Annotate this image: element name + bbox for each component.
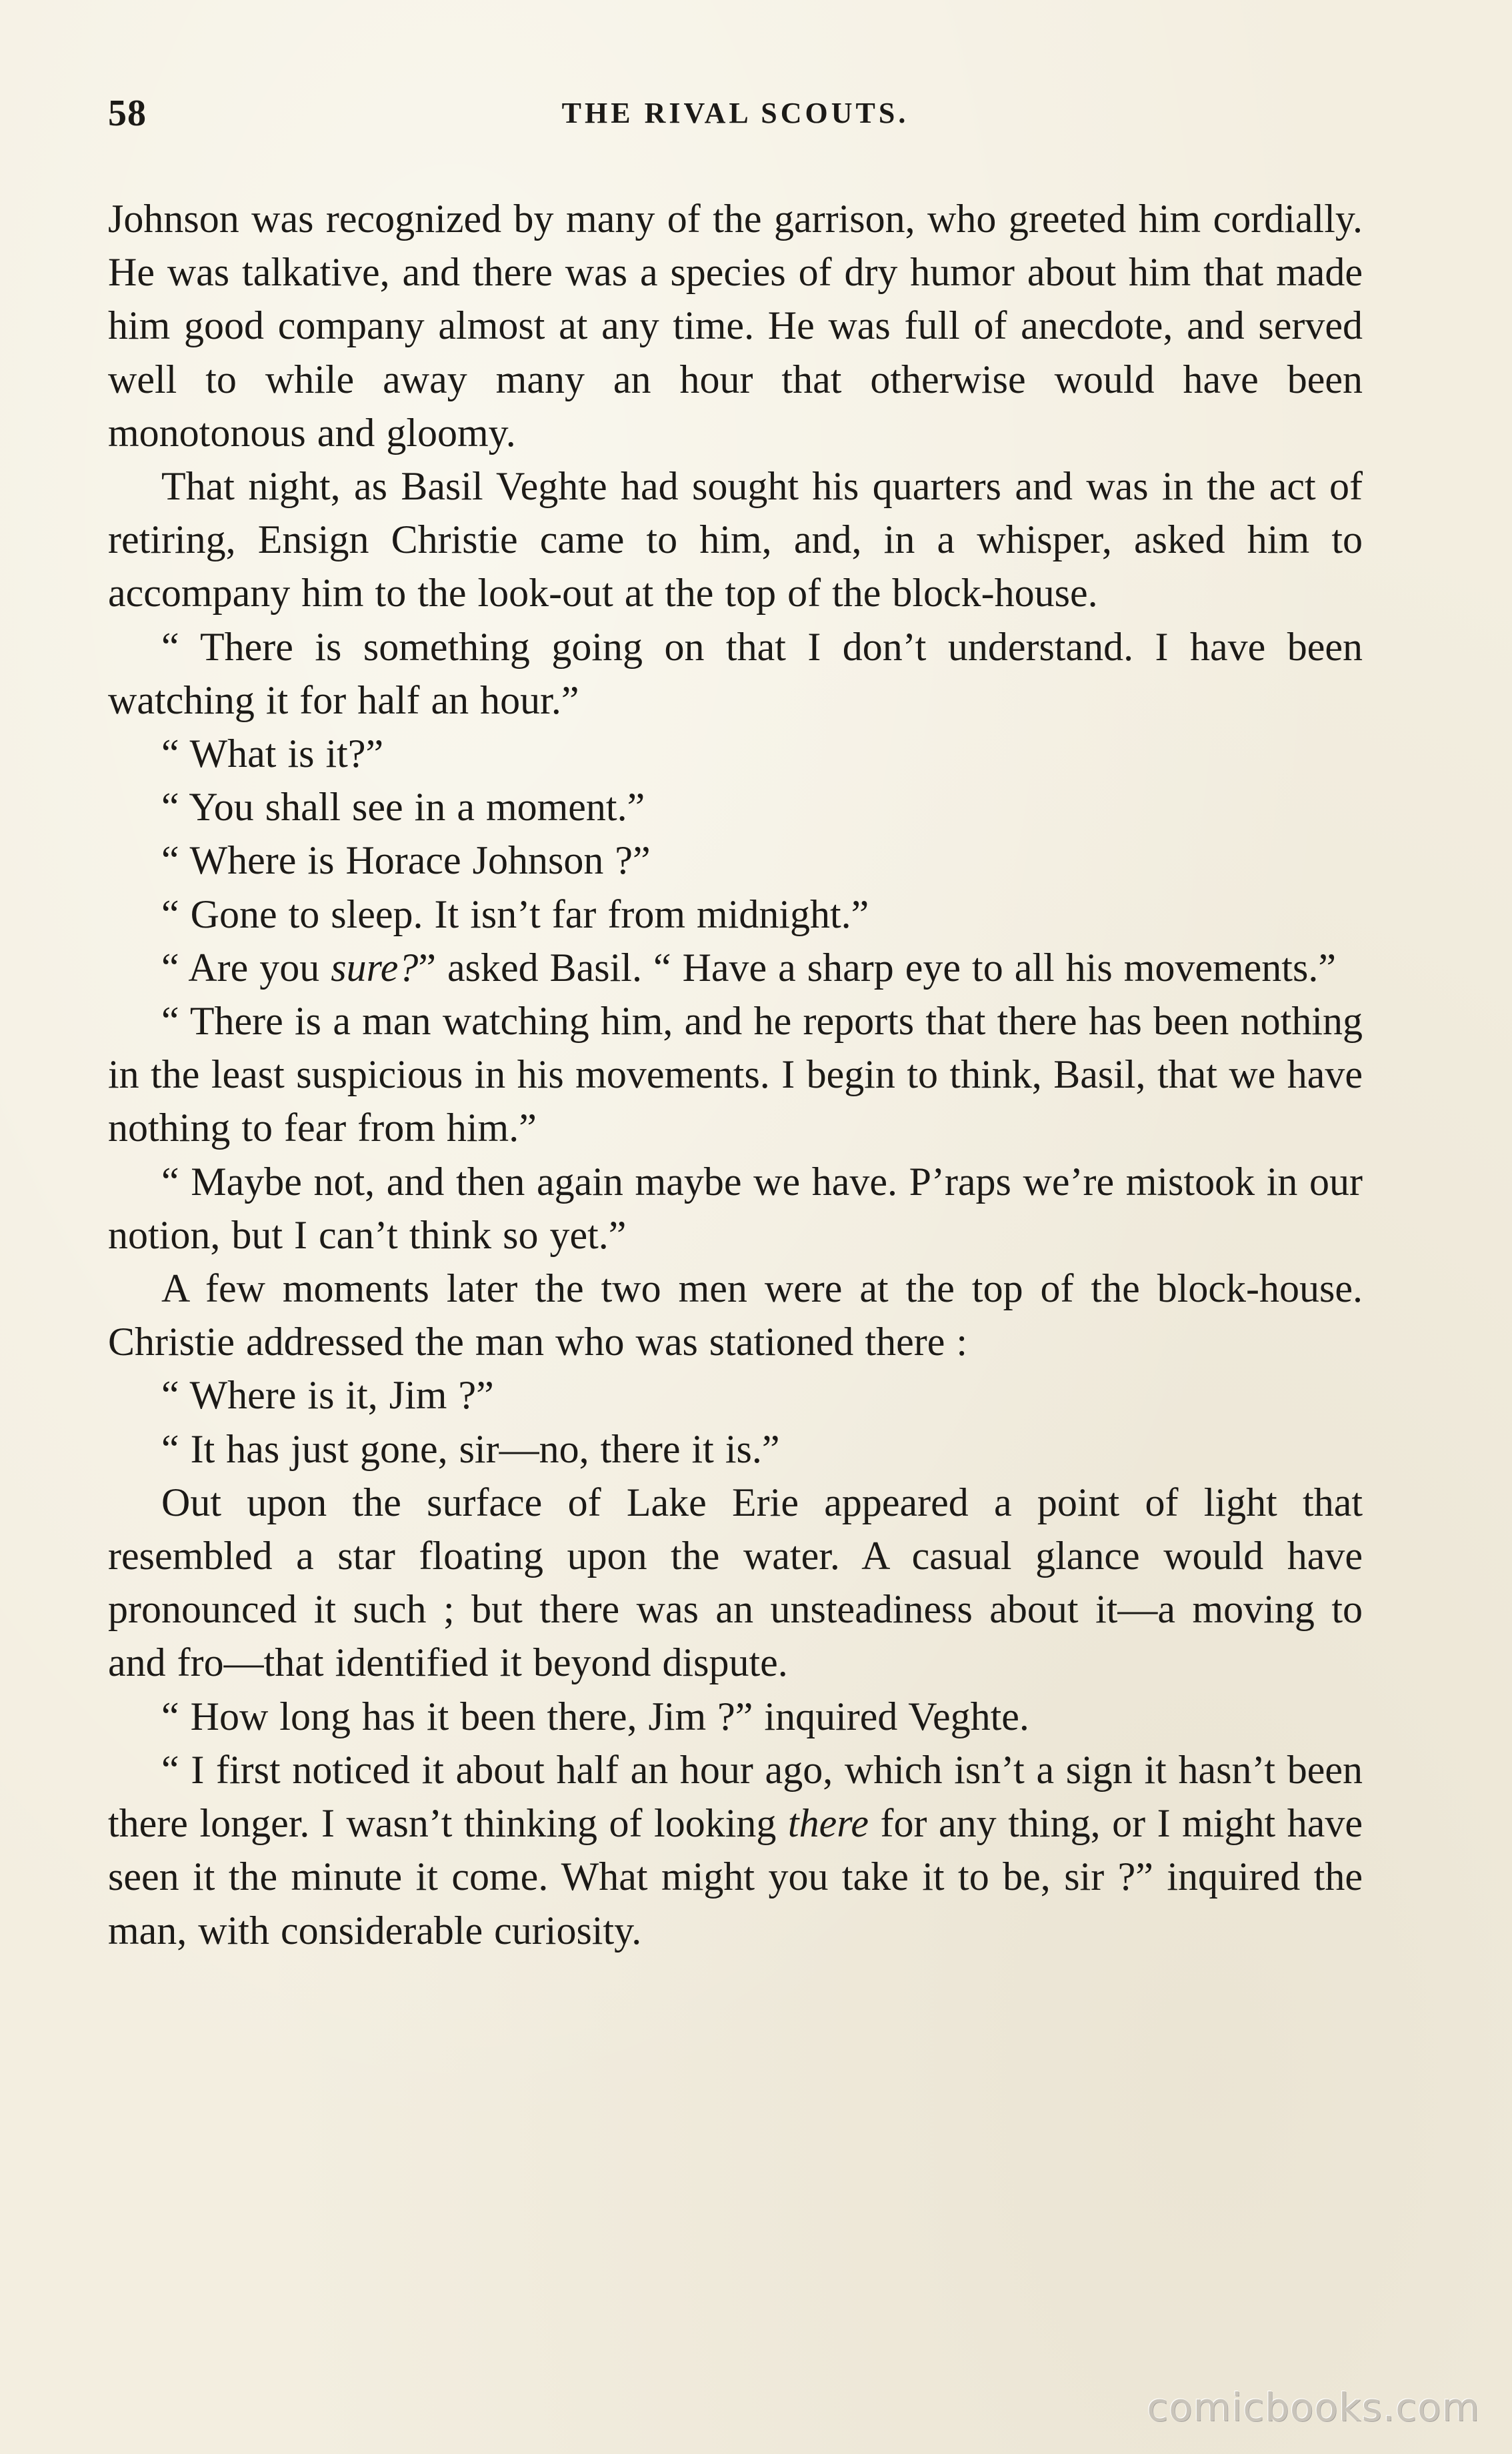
paragraph: “ Gone to sleep. It isn’t far from midnight.”	[161, 892, 869, 936]
body-text	[108, 192, 1363, 1957]
paragraph: That night, as Basil Veghte had sought his quarters and was in the act of retiring, Ensign Christie came to him, and, in a whisper, asked him to accompany him to the look-out at the top of the block-house.	[108, 464, 1363, 616]
paragraph: “ Maybe not, and then again maybe we have. P’raps we’re mistook in our notion, but I can’t think so yet.”	[108, 1159, 1363, 1257]
paragraph: A few moments later the two men were at the top of the block-house. Christie addressed the man who was stationed there :	[108, 1266, 1363, 1364]
paragraph: Johnson was recognized by many of the garrison, who greeted him cordially. He was talkative, and there was a species of dry humor about him that made him good company almost at any time. He was full of anecdote, and served well to while away many an hour that otherwise would have been monotonous and gloomy.	[108, 197, 1363, 455]
paragraph: “ Where is Horace Johnson ?”	[161, 838, 651, 883]
paragraph	[108, 941, 1363, 994]
paragraph	[108, 1743, 1363, 1957]
paragraph-text: for any thing, or I might have seen it the minute it come. What might you take it to be, sir ?” inquired the man, with considerable curiosity.	[108, 1801, 1363, 1953]
paragraph: “ It has just gone, sir—no, there it is.”	[161, 1426, 780, 1471]
paragraph-text: “ Are you	[161, 945, 331, 990]
watermark: comicbooks.com	[1147, 2385, 1480, 2430]
italic-text: there	[787, 1801, 869, 1846]
page-number: 58	[108, 93, 147, 134]
paragraph: “ There is something going on that I don’t understand. I have been watching it for half an hour.”	[108, 624, 1363, 722]
paragraph: “ What is it?”	[161, 732, 384, 776]
italic-text: sure?	[331, 945, 419, 990]
paragraph: “ You shall see in a moment.”	[161, 785, 645, 830]
paragraph: “ There is a man watching him, and he reports that there has been nothing in the least suspicious in his movements. I begin to think, Basil, that we have nothing to fear from him.”	[108, 999, 1363, 1150]
running-head	[108, 92, 1363, 139]
paragraph: Out upon the surface of Lake Erie appeared a point of light that resembled a star floating upon the water. A casual glance would have pronounced it such ; but there was an unsteadiness about it—a moving to and fro—that identified it beyond dispute.	[108, 1480, 1363, 1685]
paragraph: “ How long has it been there, Jim ?” inquired Veghte.	[161, 1694, 1029, 1738]
paragraph-text: “ I first noticed it about half an hour ago, which isn’t a sign it hasn’t been there longer. I wasn’t thinking of looking	[108, 1747, 1363, 1846]
running-title: THE RIVAL SCOUTS.	[561, 97, 909, 129]
paragraph-text: ” asked Basil. “ Have a sharp eye to all his movements.”	[418, 945, 1336, 990]
paragraph: “ Where is it, Jim ?”	[161, 1373, 494, 1418]
